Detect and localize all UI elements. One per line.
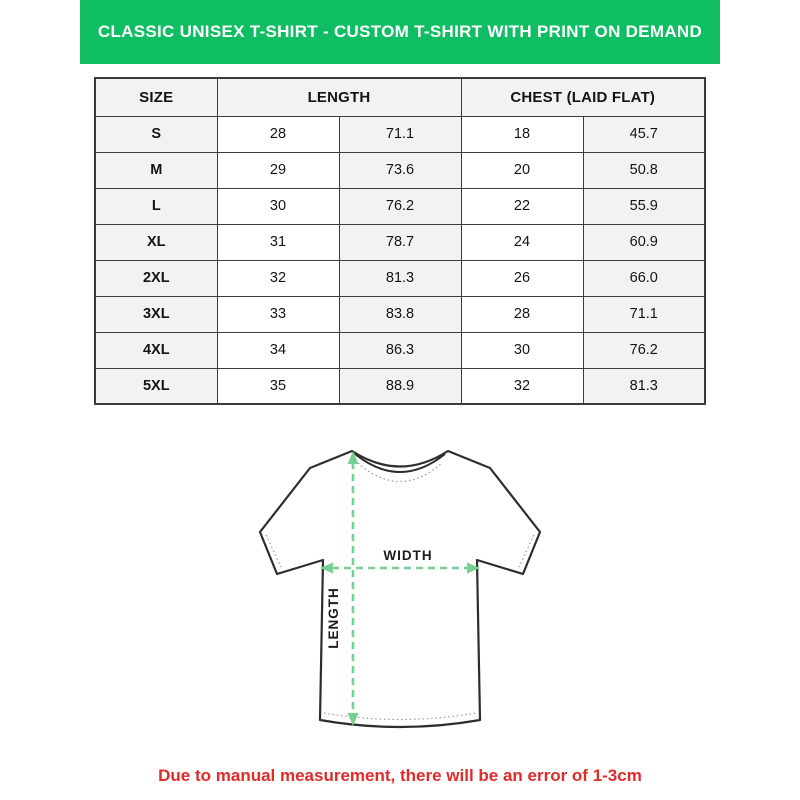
chest-inches: 26 bbox=[461, 260, 583, 296]
chest-cm: 55.9 bbox=[583, 188, 705, 224]
width-label: WIDTH bbox=[383, 548, 433, 563]
chest-cm: 76.2 bbox=[583, 332, 705, 368]
column-header-chest: CHEST (LAID FLAT) bbox=[461, 78, 705, 116]
length-inches: 29 bbox=[217, 152, 339, 188]
chest-cm: 66.0 bbox=[583, 260, 705, 296]
table-row bbox=[95, 368, 705, 404]
length-inches: 30 bbox=[217, 188, 339, 224]
length-label: LENGTH bbox=[326, 587, 341, 649]
length-inches: 34 bbox=[217, 332, 339, 368]
table-row bbox=[95, 260, 705, 296]
tshirt-outline-drawing bbox=[260, 451, 540, 727]
size-label: 4XL bbox=[95, 332, 217, 368]
chest-cm: 71.1 bbox=[583, 296, 705, 332]
chest-cm: 81.3 bbox=[583, 368, 705, 404]
length-cm: 88.9 bbox=[339, 368, 461, 404]
chest-inches: 20 bbox=[461, 152, 583, 188]
tshirt-measurement-diagram bbox=[250, 438, 550, 748]
length-inches: 31 bbox=[217, 224, 339, 260]
chest-cm: 45.7 bbox=[583, 116, 705, 152]
length-cm: 73.6 bbox=[339, 152, 461, 188]
table-row bbox=[95, 152, 705, 188]
table-row bbox=[95, 332, 705, 368]
length-cm: 83.8 bbox=[339, 296, 461, 332]
table-row bbox=[95, 224, 705, 260]
size-label: 5XL bbox=[95, 368, 217, 404]
length-inches: 32 bbox=[217, 260, 339, 296]
column-header-size: SIZE bbox=[95, 78, 217, 116]
chest-inches: 24 bbox=[461, 224, 583, 260]
length-inches: 33 bbox=[217, 296, 339, 332]
size-label: XL bbox=[95, 224, 217, 260]
measurement-error-note bbox=[0, 766, 800, 786]
chest-inches: 32 bbox=[461, 368, 583, 404]
size-table bbox=[94, 77, 706, 405]
size-label: 3XL bbox=[95, 296, 217, 332]
length-cm: 76.2 bbox=[339, 188, 461, 224]
chest-inches: 22 bbox=[461, 188, 583, 224]
chest-inches: 18 bbox=[461, 116, 583, 152]
size-label: S bbox=[95, 116, 217, 152]
chest-inches: 30 bbox=[461, 332, 583, 368]
chest-cm: 50.8 bbox=[583, 152, 705, 188]
length-cm: 86.3 bbox=[339, 332, 461, 368]
note-text: Due to manual measurement, there will be an error of 1-3cm bbox=[158, 766, 642, 785]
table-row bbox=[95, 116, 705, 152]
length-inches: 28 bbox=[217, 116, 339, 152]
column-header-length: LENGTH bbox=[217, 78, 461, 116]
table-row bbox=[95, 188, 705, 224]
chest-cm: 60.9 bbox=[583, 224, 705, 260]
table-row bbox=[95, 296, 705, 332]
length-cm: 81.3 bbox=[339, 260, 461, 296]
size-label: 2XL bbox=[95, 260, 217, 296]
length-cm: 71.1 bbox=[339, 116, 461, 152]
table-header-row bbox=[95, 78, 705, 116]
title-banner bbox=[80, 0, 720, 64]
page-title: CLASSIC UNISEX T-SHIRT - CUSTOM T-SHIRT WITH PRINT ON DEMAND bbox=[97, 22, 703, 41]
length-inches: 35 bbox=[217, 368, 339, 404]
chest-inches: 28 bbox=[461, 296, 583, 332]
size-label: M bbox=[95, 152, 217, 188]
length-cm: 78.7 bbox=[339, 224, 461, 260]
size-label: L bbox=[95, 188, 217, 224]
